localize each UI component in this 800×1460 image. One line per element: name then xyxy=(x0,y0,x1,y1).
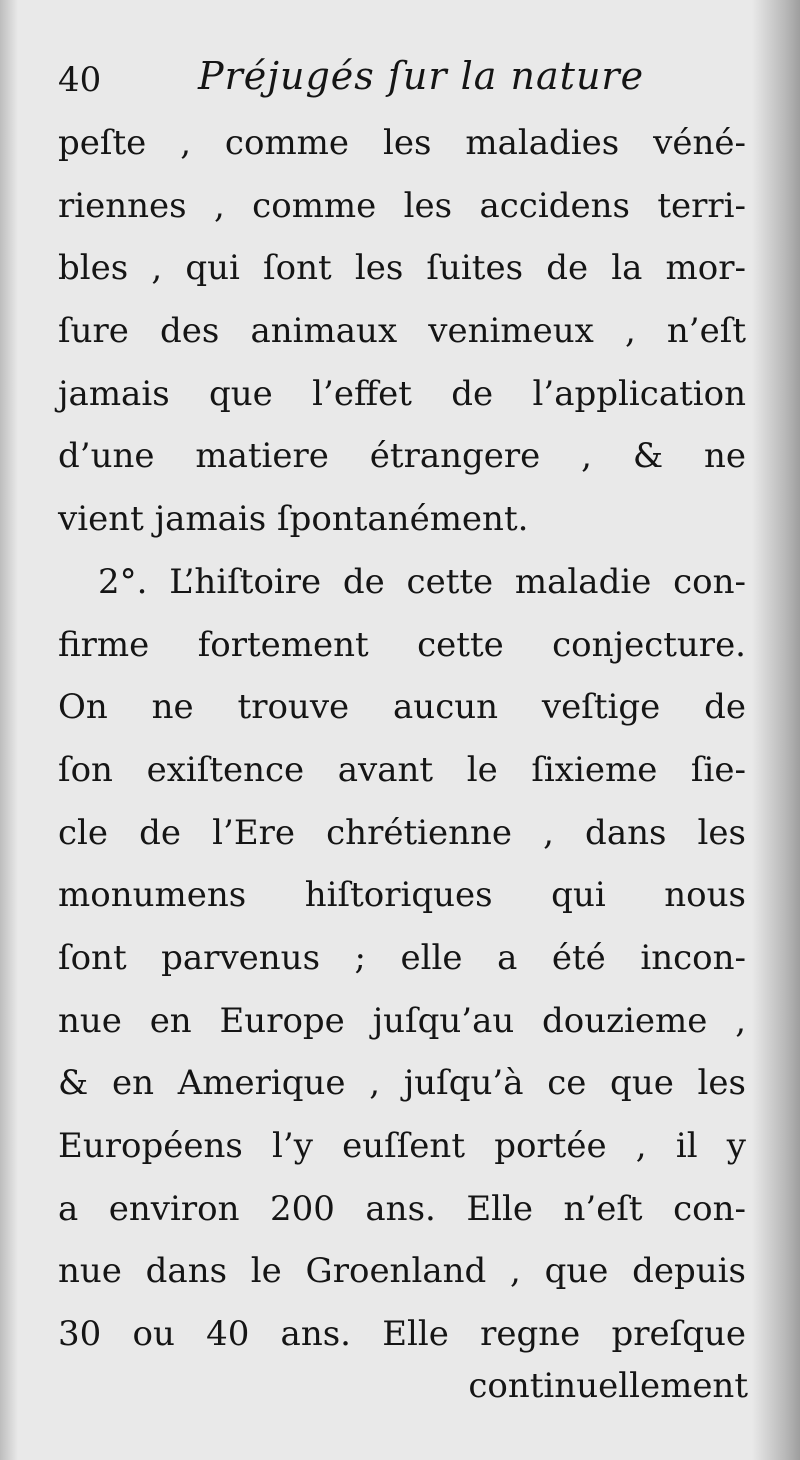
page-header xyxy=(58,50,758,106)
text-line: ſont parvenus ; elle a été incon- xyxy=(58,937,746,978)
text-line: a environ 200 ans. Elle n’eſt con- xyxy=(58,1188,746,1229)
text-line: d’une matiere étrangere , & ne xyxy=(58,436,746,477)
text-line: peſte , comme les maladies véné- xyxy=(58,123,746,163)
text-line: jamais que l’effet de l’application xyxy=(58,373,746,414)
text-line: vient jamais ſpontanément. xyxy=(58,499,529,540)
text-line: firme fortement cette conjecture. xyxy=(58,624,746,665)
page-number: 40 xyxy=(58,60,102,100)
text-line: 30 ou 40 ans. Elle regne preſque xyxy=(58,1314,746,1355)
text-line: riennes , comme les accidens terri- xyxy=(58,185,746,226)
text-line: On ne trouve aucun veſtige de xyxy=(58,687,746,728)
body-text xyxy=(58,112,746,1366)
catchword: continuellement xyxy=(468,1366,748,1406)
text-line: ſure des animaux venimeux , n’eſt xyxy=(58,311,746,352)
text-line: cle de l’Ere chrétienne , dans les xyxy=(58,812,746,853)
page-edge-shadow xyxy=(752,0,800,1460)
page-gutter-shadow xyxy=(0,0,18,1460)
text-line: nue dans le Groenland , que depuis xyxy=(58,1251,746,1292)
running-title: Préjugés ſur la nature xyxy=(198,54,645,98)
text-line: bles , qui ſont les ſuites de la mor- xyxy=(58,248,746,289)
text-line: & en Amerique , juſqu’à ce que les xyxy=(58,1063,746,1104)
text-line: nue en Europe juſqu’au douzieme , xyxy=(58,1000,746,1041)
paragraph-start-line: 2°. L’hiſtoire de cette maladie con- xyxy=(98,561,746,602)
text-line: Européens l’y euſſent portée , il y xyxy=(58,1126,746,1166)
text-line: monumens hiſtoriques qui nous xyxy=(58,875,746,916)
text-line: ſon exiſtence avant le ſixieme ſie- xyxy=(58,749,746,790)
